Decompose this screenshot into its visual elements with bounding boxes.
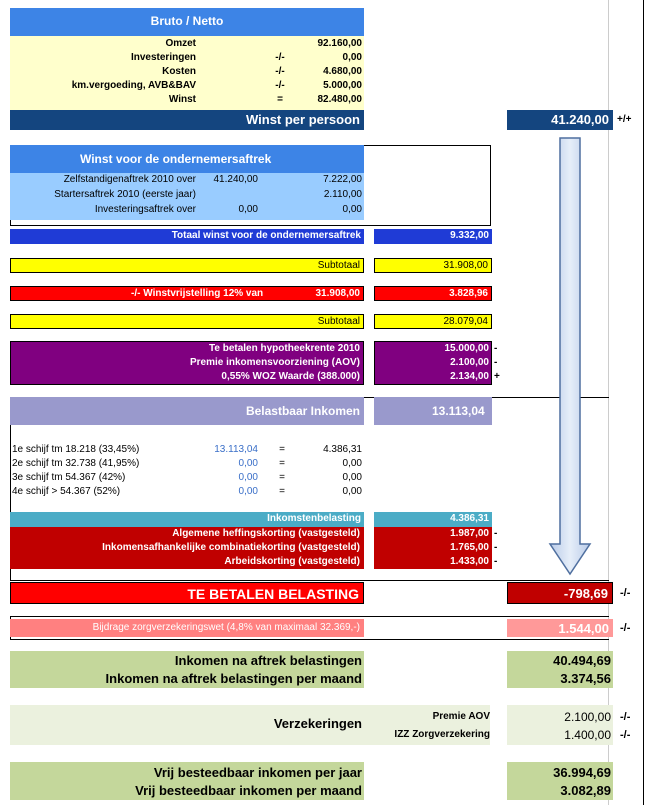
verzekering-value: 2.100,00	[564, 710, 611, 724]
na-aftrek-jaar-label: Inkomen na aftrek belastingen	[174, 653, 362, 668]
verzekering-suffix: -/-	[620, 711, 631, 723]
bruto-row-label: km.vergoeding, AVB&BAV	[71, 80, 196, 91]
winstvrijstelling-base: 31.908,00	[315, 288, 360, 299]
belastbaar-value-cell	[374, 397, 492, 425]
schijf-equals: =	[279, 472, 285, 483]
schijf-label: 4e schijf > 54.367 (52%)	[12, 486, 121, 497]
inkomstenbelasting-label: Inkomstenbelasting	[267, 513, 361, 524]
zorg-bar	[10, 619, 364, 637]
belastbaar-bar	[10, 397, 364, 425]
subtotaal-1-bar	[10, 258, 364, 273]
korting-sign: -	[494, 528, 498, 539]
korting-value: 1.987,00	[450, 528, 489, 539]
aftrekpost-value: 15.000,00	[444, 343, 489, 354]
aftrek-row-value: 7.222,00	[323, 174, 362, 185]
verzekering-label: IZZ Zorgverzekering	[394, 729, 490, 740]
schijf-tax: 4.386,31	[323, 444, 362, 455]
schijf-base: 0,00	[238, 458, 258, 469]
schijf-label: 1e schijf tm 18.218 (33,45%)	[12, 444, 140, 455]
aftrekpost-value: 2.134,00	[450, 371, 489, 382]
totaal-winst-value: 9.332,00	[450, 230, 489, 241]
schijf-equals: =	[279, 458, 285, 469]
aftrekpost-label: 0,55% WOZ Waarde (388.000)	[221, 371, 360, 382]
inkomstenbelasting-value-cell	[374, 512, 492, 527]
te-betalen-label: TE BETALEN BELASTING	[187, 586, 359, 602]
te-betalen-value: -798,69	[563, 586, 608, 601]
zorg-suffix: -/-	[620, 622, 631, 634]
ondernemersaftrek-header	[10, 145, 364, 173]
schijf-tax: 0,00	[342, 472, 362, 483]
ondernemersaftrek-title: Winst voor de ondernemersaftrek	[80, 152, 272, 166]
winstvrijstelling-value-cell	[374, 286, 492, 301]
subtotaal-1-value-cell	[374, 258, 492, 273]
winst-per-persoon-bar	[10, 110, 364, 130]
schijf-base: 0,00	[238, 472, 258, 483]
down-arrow-icon	[548, 136, 592, 576]
bruto-row-value: 5.000,00	[323, 80, 362, 91]
bruto-netto-header	[10, 8, 364, 36]
aftrekpost-label: Te betalen hypotheekrente 2010	[209, 343, 360, 354]
bruto-row-operator: -/-	[275, 80, 285, 91]
korting-value: 1.765,00	[450, 542, 489, 553]
na-aftrek-jaar-value: 40.494,69	[553, 653, 611, 668]
te-betalen-suffix: -/-	[620, 587, 631, 599]
korting-sign: -	[494, 556, 498, 567]
aftrekpost-sign: -	[494, 357, 498, 368]
winst-per-persoon-suffix: +/+	[617, 114, 632, 125]
bruto-row-operator: -/-	[275, 66, 285, 77]
vrij-maand-value: 3.082,89	[560, 783, 611, 798]
aftrekpost-sign: +	[494, 371, 500, 382]
aftrek-row-label: Investeringsaftrek over	[94, 204, 196, 215]
vrij-maand-label: Vrij besteedbaar inkomen per maand	[135, 783, 362, 798]
verzekering-suffix: -/-	[620, 729, 631, 741]
subtotaal-1-label: Subtotaal	[317, 260, 360, 271]
verzekering-label: Premie AOV	[432, 711, 490, 722]
korting-sign: -	[494, 542, 498, 553]
bruto-row-value: 4.680,00	[323, 66, 362, 77]
korting-label: Inkomensafhankelijke combinatiekorting (vastgesteld)	[102, 542, 360, 553]
schijf-equals: =	[279, 486, 285, 497]
korting-label: Arbeidskorting (vastgesteld)	[224, 556, 360, 567]
bruto-row-value: 0,00	[342, 52, 362, 63]
verzekering-value: 1.400,00	[564, 728, 611, 742]
verzekeringen-label: Verzekeringen	[273, 716, 362, 731]
subtotaal-1-value: 31.908,00	[443, 260, 488, 271]
bruto-row-label: Investeringen	[130, 52, 196, 63]
bruto-netto-title: Bruto / Netto	[150, 14, 224, 28]
aftrek-row-base: 0,00	[238, 204, 258, 215]
na-aftrek-maand-value: 3.374,56	[560, 671, 611, 686]
schijf-tax: 0,00	[342, 458, 362, 469]
aftrek-row-label: Zelfstandigenaftrek 2010 over	[63, 174, 196, 185]
vrij-jaar-value: 36.994,69	[553, 765, 611, 780]
schijf-label: 3e schijf tm 54.367 (42%)	[12, 472, 126, 483]
winstvrijstelling-label: -/- Winstvrijstelling 12% van	[131, 288, 264, 299]
winst-per-persoon-value: 41.240,00	[551, 112, 609, 127]
bruto-row-label: Winst	[168, 94, 196, 105]
totaal-winst-bar	[10, 229, 364, 244]
aftrekpost-label: Premie inkomensvoorziening (AOV)	[189, 357, 360, 368]
bruto-row-value: 92.160,00	[317, 38, 362, 49]
winst-per-persoon-value-cell	[507, 110, 613, 130]
inkomstenbelasting-value: 4.386,31	[450, 513, 489, 524]
na-aftrek-maand-label: Inkomen na aftrek belastingen per maand	[105, 671, 362, 686]
schijf-tax: 0,00	[342, 486, 362, 497]
aftrekpost-sign: -	[494, 343, 498, 354]
winstvrijstelling-bar	[10, 286, 364, 301]
inkomstenbelasting-bar	[10, 512, 364, 527]
bruto-row-operator: =	[277, 94, 283, 105]
winstvrijstelling-value: 3.828,96	[449, 288, 488, 299]
korting-label: Algemene heffingskorting (vastgesteld)	[172, 528, 360, 539]
schijf-equals: =	[279, 444, 285, 455]
aftrek-row-label: Startersaftrek 2010 (eerste jaar)	[54, 189, 196, 200]
schijf-label: 2e schijf tm 32.738 (41,95%)	[12, 458, 140, 469]
schijf-base: 13.113,04	[214, 444, 258, 455]
zorg-value-cell	[507, 619, 613, 637]
subtotaal-2-value-cell	[374, 314, 492, 329]
korting-value: 1.433,00	[450, 556, 489, 567]
subtotaal-2-bar	[10, 314, 364, 329]
bruto-row-label: Omzet	[165, 38, 196, 49]
zorg-value: 1.544,00	[558, 621, 609, 636]
subtotaal-2-value: 28.079,04	[443, 316, 488, 327]
totaal-winst-value-cell	[374, 229, 492, 244]
te-betalen-value-cell	[507, 582, 613, 604]
aftrek-row-base: 41.240,00	[213, 174, 258, 185]
te-betalen-bar	[10, 582, 364, 604]
vrij-jaar-label: Vrij besteedbaar inkomen per jaar	[153, 765, 362, 780]
bruto-row-value: 82.480,00	[317, 94, 362, 105]
belastbaar-value: 13.113,04	[432, 404, 485, 418]
totaal-winst-label: Totaal winst voor de ondernemersaftrek	[171, 230, 361, 241]
belastbaar-label: Belastbaar Inkomen	[245, 404, 360, 418]
aftrekpost-value: 2.100,00	[450, 357, 489, 368]
aftrek-row-value: 0,00	[342, 204, 362, 215]
subtotaal-2-label: Subtotaal	[317, 316, 360, 327]
bruto-row-operator: -/-	[275, 52, 285, 63]
winst-per-persoon-label: Winst per persoon	[245, 112, 360, 127]
bruto-row-label: Kosten	[162, 66, 196, 77]
zorg-label: Bijdrage zorgverzekeringswet (4,8% van maximaal 32.369,-)	[92, 622, 360, 633]
schijf-base: 0,00	[238, 486, 258, 497]
aftrek-row-value: 2.110,00	[323, 189, 362, 200]
